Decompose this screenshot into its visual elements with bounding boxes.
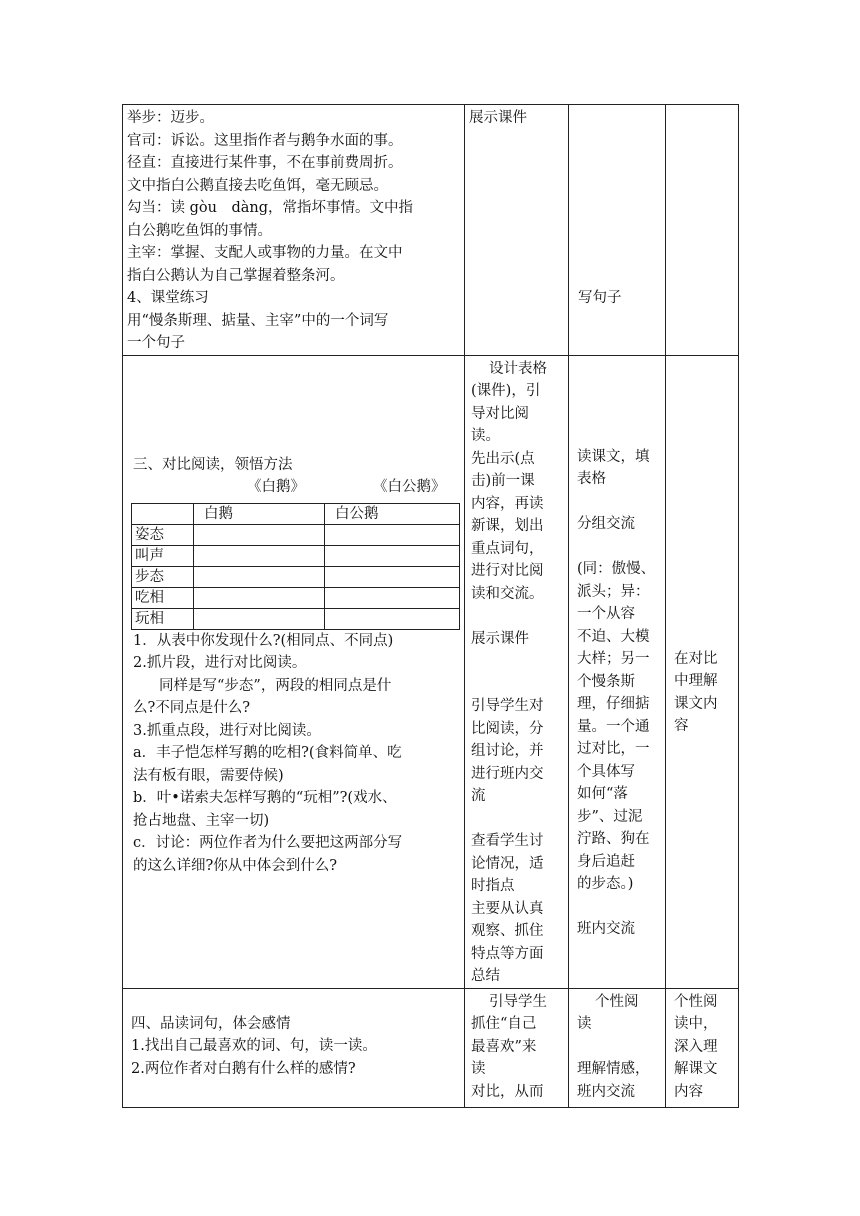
text-line: 进行班内交 [471,765,544,782]
text-line: b．叶•诺索夫怎样写鹅的“玩相”?(戏水、 [133,790,397,806]
comparison-header-cell [132,503,194,524]
text-line: 法有板有眼，需要侍候) [133,767,284,784]
text-line: 不迫、大模 [577,628,650,645]
comparison-empty-cell [325,566,460,587]
text-line: 观察、抓住 [471,923,544,939]
content-cell [123,988,465,1107]
table-row [123,105,739,356]
student-activity-cell [569,355,666,988]
comparison-row-label: 姿态 [132,524,194,545]
text-line: c．讨论：两位作者为什么要把这两部分写 [133,835,403,851]
text-line: 理解情感， [577,1061,650,1077]
comparison-row-label: 叫声 [132,545,194,566]
text-line: (同：傲慢、 [577,561,656,577]
text-line: 抓住“自己 [471,1016,537,1032]
comparison-row [132,587,460,608]
text-line: 击)前一课 [471,473,535,489]
text-line: 引导学生 [489,993,547,1010]
blank-line [577,896,665,919]
teacher-activity-cell [465,105,569,356]
comparison-row [132,566,460,587]
text-line: 流 [471,788,486,804]
comparison-empty-cell [325,608,460,629]
text-line: 班内交流 [577,1083,635,1100]
text-line: 身后追赶 [577,853,635,870]
text-line: 的步态。) [577,876,634,892]
text-line: 中理解 [674,673,718,689]
text-line: 查看学生讨 [471,833,544,849]
comparison-empty-cell [325,587,460,608]
text-line: 论情况，适 [471,855,544,872]
text-line: 个性阅 [595,993,639,1010]
text-line: 组讨论，并 [471,743,544,759]
book-title-2: 《白公鹅》 [373,479,446,495]
text-line: 重点词句， [471,540,544,557]
row2-content-lines [127,630,464,878]
text-line: 对比，从而 [471,1083,544,1100]
text-line: 读 [577,1016,592,1032]
text-line: 量。一个通 [577,718,650,735]
text-line: 用“慢条斯理、掂量、主宰”中的一个词写 [127,312,389,329]
blank-line [471,673,568,696]
comparison-empty-cell [325,524,460,545]
comparison-header-cell: 白公鹅 [325,503,460,524]
student-activity-cell [569,988,666,1107]
comparison-table [131,503,460,630]
comparison-empty-cell [325,545,460,566]
text-line: 新课，划出 [471,518,544,534]
student-activity-cell [569,105,666,356]
book-titles [127,476,464,499]
text-line: 抢占地盘、主宰一切) [133,812,270,829]
text-line: 指白公鹅认为自己掌握着整条河。 [127,267,345,284]
text-line: 最喜欢”来 [471,1038,537,1055]
text-line: 一个句子 [127,335,185,351]
text-line: 理，仔细掂 [577,696,650,712]
comparison-empty-cell [194,545,325,566]
text-line: 径直：直接进行某件事，不在事前费周折。 [127,155,403,171]
student-activity-text [578,287,622,310]
text-line: 班内交流 [577,921,635,937]
text-line: 导对比阅 [471,405,529,422]
comparison-row-label: 吃相 [132,587,194,608]
teacher-activity-cell [465,988,569,1107]
text-line: 文中指白公鹅直接去吃鱼饵，毫无顾忌。 [127,177,388,194]
teacher-activity-cell [465,355,569,988]
text-line: 2.抓片段，进行对比阅读。 [133,655,307,671]
text-line: 进行对比阅 [471,563,544,579]
text-line: 4、课堂练习 [127,290,209,306]
section-heading: 三、对比阅读，领悟方法 [133,456,293,473]
text-line: 引导学生对 [471,698,544,714]
comparison-row [132,608,460,629]
comparison-empty-cell [194,566,325,587]
text-line: 读和交流。 [471,585,544,602]
text-line: 1．从表中你发现什么?(相同点、不同点) [133,632,394,649]
text-line: 设计表格 [489,360,547,377]
design-intent-cell [666,105,739,356]
comparison-empty-cell [194,524,325,545]
design-intent-cell [666,355,739,988]
text-line: 内容 [674,1083,703,1100]
text-line: 过对比，一 [577,741,650,757]
text-line: 1.找出自己最喜欢的词、句，读一读。 [131,1038,377,1054]
text-line: 总结 [471,968,500,984]
blank-line [471,605,568,628]
text-line: (课件)，引 [471,383,541,399]
comparison-header-cell: 白鹅 [194,503,325,524]
text-line: 勾当：读 gòu dàng，常指坏事情。文中指 [127,200,414,216]
text-line: 2.两位作者对白鹅有什么样的感情? [131,1060,356,1077]
book-title-1: 《白鹅》 [247,479,305,495]
text-line: 大样；另一 [577,651,650,667]
text-line: 课文内 [674,695,718,712]
text-line: 主要从认真 [471,900,544,917]
text-line: 读中， [674,1016,718,1032]
text-line: 举步：迈步。 [127,110,214,126]
text-line: 特点等方面 [471,945,544,962]
text-line: 先出示(点 [471,450,535,467]
text-line: 表格 [577,471,606,487]
text-line: 个具体写 [577,763,635,780]
text-line: 么?不同点是什么? [133,700,251,716]
text-line: 容 [674,718,689,734]
blank-line [577,1036,665,1059]
table-row [123,355,739,988]
content-cell [123,105,465,356]
text-line: 白公鹅吃鱼饵的事情。 [127,222,272,239]
text-line: 时指点 [471,878,515,894]
blank-line [577,536,665,559]
comparison-header-row [132,503,460,524]
text-line: 同样是写“步态”，两段的相同点是什 [159,677,392,694]
text-line: 步”、过泥 [577,808,643,825]
content-cell [123,355,465,988]
text-line: 深入理 [674,1038,718,1055]
text-line: 一个从容 [577,606,635,622]
text-line: 在对比 [674,650,718,667]
text-line: 读 [471,1061,486,1077]
text-line: 分组交流 [577,516,635,532]
text-line: 如何“落 [577,786,628,802]
text-line: 四、品读词句，体会感情 [131,1015,291,1032]
lesson-plan-table [122,104,739,1108]
text-line: 官司：诉讼。这里指作者与鹅争水面的事。 [127,132,403,149]
design-intent-cell [666,988,739,1107]
text-line: 内容，再读 [471,495,544,512]
blank-line [471,808,568,831]
text-line: 写句子 [578,290,622,306]
text-line: 读课文，填 [577,448,650,465]
text-line: 比阅读，分 [471,720,544,737]
text-line: 个性阅 [674,993,718,1010]
text-line: 3.抓重点段，进行对比阅读。 [133,722,321,739]
text-line: 读。 [471,428,500,444]
text-line: 派头；异： [577,583,650,600]
comparison-row-label: 步态 [132,566,194,587]
text-line: 解课文 [674,1061,718,1077]
comparison-empty-cell [194,608,325,629]
text-line: a．丰子恺怎样写鹅的吃相?(食料简单、吃 [133,745,402,761]
comparison-row-label: 玩相 [132,608,194,629]
text-line: 展示课件 [469,110,527,126]
text-line: 展示课件 [471,630,529,647]
comparison-row [132,545,460,566]
comparison-row [132,524,460,545]
text-line: 个慢条斯 [577,673,635,690]
text-line: 的这么详细?你从中体会到什么? [133,857,338,874]
blank-line [577,491,665,514]
table-row [123,988,739,1107]
blank-line [471,650,568,673]
comparison-empty-cell [194,587,325,608]
text-line: 泞路、狗在 [577,831,650,847]
text-line: 主宰：掌握、支配人或事物的力量。在文中 [127,245,403,261]
